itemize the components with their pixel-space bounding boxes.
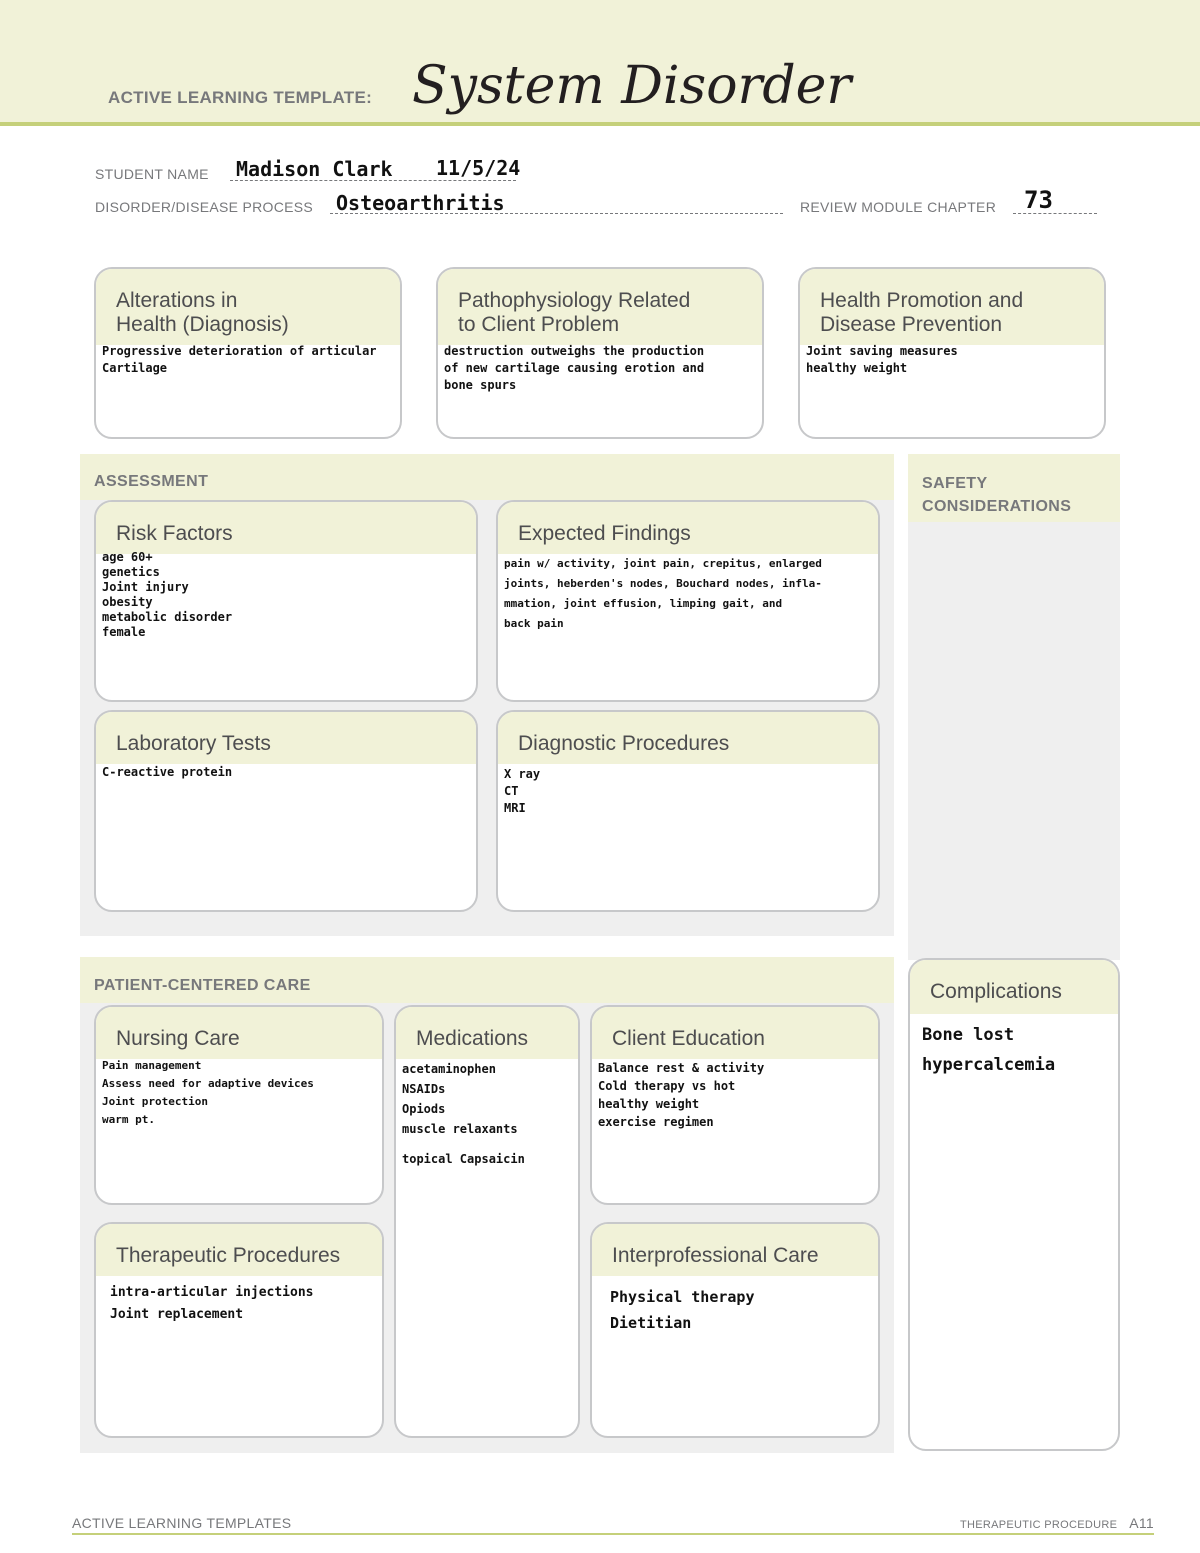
therapeutic-procedure-line: intra-articular injections: [110, 1285, 314, 1300]
medication-line: topical Capsaicin: [402, 1152, 525, 1166]
pathophysiology-line: of new cartilage causing erotion and: [444, 361, 705, 375]
diagnostic-procedure-line: X ray: [504, 767, 541, 781]
complications-text[interactable]: [922, 1020, 1112, 1080]
laboratory-test-line: C-reactive protein: [102, 765, 233, 779]
alterations-line: Cartilage: [102, 361, 168, 375]
expected-findings-box[interactable]: [496, 500, 880, 702]
assessment-label: ASSESSMENT: [94, 473, 209, 490]
diagnostic-procedures-box[interactable]: [496, 710, 880, 912]
diagnostic-procedure-line: CT: [504, 784, 519, 798]
nursing-care-text[interactable]: [102, 1057, 376, 1129]
alterations-title-line1: Alterations in: [116, 289, 238, 312]
client-education-text[interactable]: [598, 1059, 872, 1131]
nursing-care-title: Nursing Care: [116, 1027, 240, 1050]
interprofessional-care-line: Dietitian: [610, 1314, 692, 1332]
therapeutic-procedures-text[interactable]: [110, 1282, 376, 1326]
risk-factor-line: metabolic disorder: [102, 610, 233, 624]
diagnostic-procedures-text[interactable]: [504, 766, 872, 817]
medications-text[interactable]: [402, 1059, 572, 1169]
risk-factor-line: genetics: [102, 565, 160, 579]
laboratory-tests-box[interactable]: [94, 710, 478, 912]
risk-factor-line: obesity: [102, 595, 153, 609]
medication-line: muscle relaxants: [402, 1122, 518, 1136]
health-promotion-text[interactable]: [806, 343, 1098, 377]
footer-left-label: ACTIVE LEARNING TEMPLATES: [72, 1515, 292, 1531]
pathophysiology-line: bone spurs: [444, 378, 517, 392]
footer-section-label: THERAPEUTIC PROCEDURE: [959, 1519, 1118, 1531]
interprofessional-care-title: Interprofessional Care: [612, 1244, 819, 1267]
risk-factors-title: Risk Factors: [116, 522, 233, 545]
interprofessional-care-text[interactable]: [610, 1284, 872, 1336]
footer-divider: [72, 1533, 1154, 1535]
health-promotion-line: Joint saving measures: [806, 344, 958, 358]
client-education-line: healthy weight: [598, 1097, 700, 1111]
medications-box[interactable]: [394, 1005, 580, 1438]
expected-findings-text[interactable]: [504, 554, 872, 634]
client-education-line: exercise regimen: [598, 1115, 714, 1129]
safety-label: [922, 472, 1071, 518]
medication-line: NSAIDs: [402, 1082, 446, 1096]
complications-box[interactable]: [908, 958, 1120, 1451]
therapeutic-procedures-box[interactable]: [94, 1222, 384, 1438]
client-education-title: Client Education: [612, 1027, 765, 1050]
health-promotion-box[interactable]: [798, 267, 1106, 439]
patient-centered-care-label: PATIENT-CENTERED CARE: [94, 977, 311, 994]
diagnostic-procedure-line: MRI: [504, 801, 526, 815]
complication-line: Bone lost: [922, 1025, 1015, 1045]
expected-findings-line: back pain: [504, 617, 564, 630]
alterations-line: Progressive deterioration of articular: [102, 344, 377, 358]
expected-findings-title: Expected Findings: [518, 522, 691, 545]
nursing-care-line: Pain management: [102, 1059, 202, 1072]
nursing-care-line: Assess need for adaptive devices: [102, 1077, 314, 1090]
header-divider: [0, 122, 1200, 126]
risk-factors-text[interactable]: [102, 550, 470, 640]
expected-findings-line: joints, heberden's nodes, Bouchard nodes, infla-: [504, 577, 822, 590]
medication-line: Opiods: [402, 1102, 446, 1116]
risk-factors-box[interactable]: [94, 500, 478, 702]
medications-title: Medications: [416, 1027, 529, 1050]
disorder-field[interactable]: Osteoarthritis: [336, 191, 505, 215]
review-module-label: REVIEW MODULE CHAPTER: [800, 199, 997, 215]
laboratory-tests-text[interactable]: [102, 764, 470, 781]
nursing-care-line: warm pt.: [102, 1113, 155, 1126]
safety-considerations-panel[interactable]: [908, 454, 1120, 960]
nursing-care-line: Joint protection: [102, 1095, 208, 1108]
client-education-line: Balance rest & activity: [598, 1061, 765, 1075]
footer-right: [960, 1515, 1154, 1531]
laboratory-tests-title: Laboratory Tests: [116, 732, 271, 755]
alterations-text[interactable]: [102, 343, 394, 377]
therapeutic-procedure-line: Joint replacement: [110, 1307, 244, 1322]
footer-page-number: A11: [1129, 1515, 1154, 1531]
interprofessional-care-line: Physical therapy: [610, 1288, 755, 1306]
complications-title: Complications: [930, 980, 1062, 1003]
interprofessional-care-box[interactable]: [590, 1222, 880, 1438]
page-title: System Disorder: [412, 56, 852, 116]
student-name-label: STUDENT NAME: [95, 166, 209, 182]
template-label: ACTIVE LEARNING TEMPLATE:: [108, 88, 373, 107]
health-promotion-line: healthy weight: [806, 361, 908, 375]
health-promotion-title-line2: Disease Prevention: [820, 313, 1003, 336]
pathophysiology-line: destruction outweighs the production: [444, 344, 705, 358]
client-education-box[interactable]: [590, 1005, 880, 1205]
risk-factor-line: age 60+: [102, 550, 153, 564]
date-field[interactable]: 11/5/24: [436, 156, 521, 180]
safety-label-line1: SAFETY: [922, 475, 988, 492]
risk-factor-line: Joint injury: [102, 580, 189, 594]
alterations-title-line2: Health (Diagnosis): [116, 313, 289, 336]
health-promotion-title-line1: Health Promotion and: [820, 289, 1024, 312]
pathophysiology-box[interactable]: [436, 267, 764, 439]
nursing-care-box[interactable]: [94, 1005, 384, 1205]
review-module-field[interactable]: 73: [1024, 186, 1053, 214]
alterations-box[interactable]: [94, 267, 402, 439]
pathophysiology-text[interactable]: [444, 343, 756, 394]
pathophysiology-title-line2: to Client Problem: [458, 313, 620, 336]
medication-line: acetaminophen: [402, 1062, 496, 1076]
client-education-line: Cold therapy vs hot: [598, 1079, 736, 1093]
student-name-field[interactable]: Madison Clark: [236, 157, 393, 181]
therapeutic-procedures-title: Therapeutic Procedures: [116, 1244, 341, 1267]
expected-findings-line: pain w/ activity, joint pain, crepitus, enlarged: [504, 557, 822, 570]
risk-factor-line: female: [102, 625, 146, 639]
pathophysiology-title-line1: Pathophysiology Related: [458, 289, 691, 312]
safety-label-line2: CONSIDERATIONS: [922, 498, 1072, 515]
diagnostic-procedures-title: Diagnostic Procedures: [518, 732, 730, 755]
disorder-label: DISORDER/DISEASE PROCESS: [95, 199, 314, 215]
complication-line: hypercalcemia: [922, 1055, 1056, 1075]
expected-findings-line: mmation, joint effusion, limping gait, and: [504, 597, 783, 610]
